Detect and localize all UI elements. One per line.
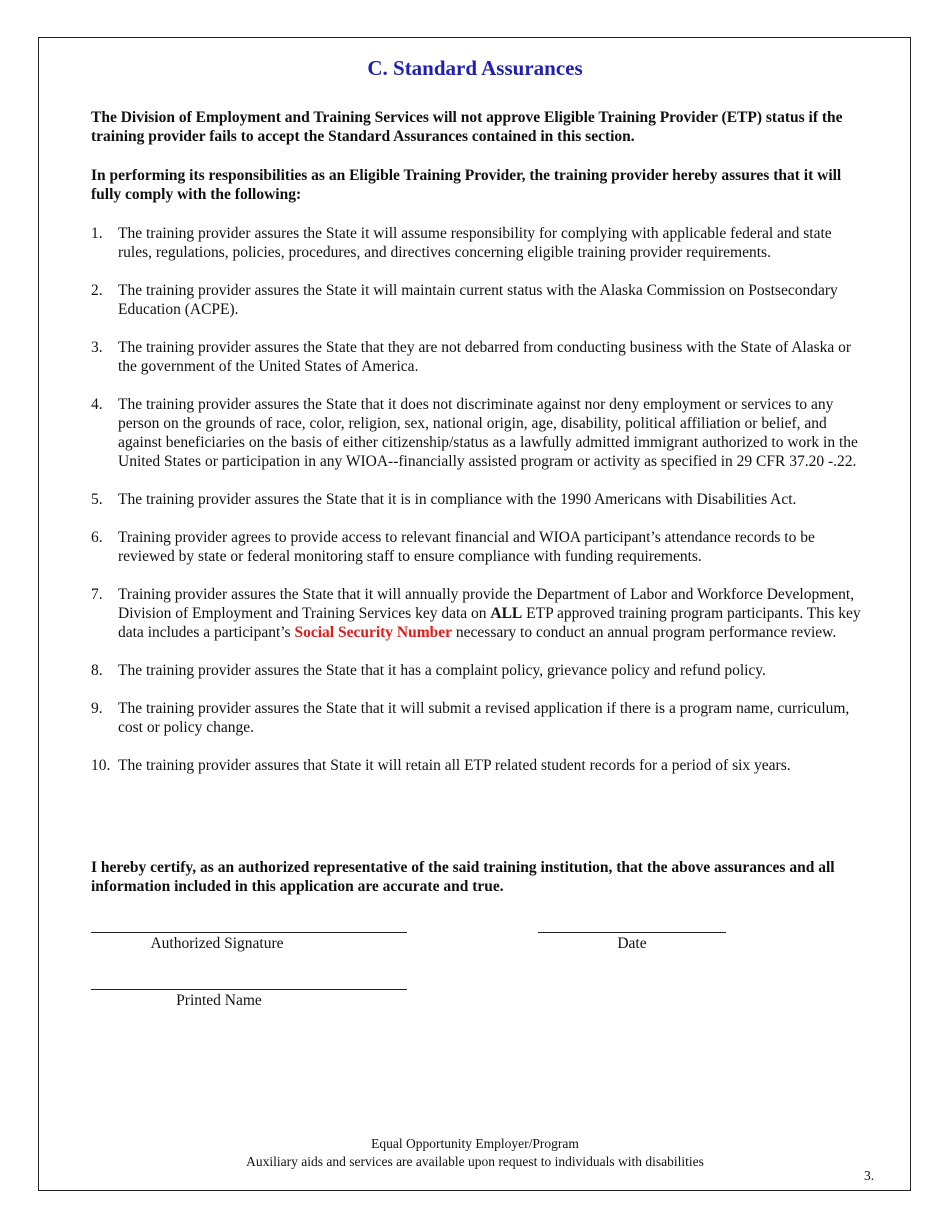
item-number: 1. <box>91 225 103 242</box>
list-item <box>91 338 861 376</box>
section-title: C. Standard Assurances <box>367 56 583 80</box>
item-text: The training provider assures the State that it has a complaint policy, grievance policy and refund policy. <box>118 662 766 679</box>
signature-line[interactable] <box>91 932 407 933</box>
item-number: 8. <box>91 662 103 679</box>
printed-name-label: Printed Name <box>176 992 262 1009</box>
footer-equal-opportunity: Equal Opportunity Employer/Program <box>371 1136 579 1151</box>
signature-label: Authorized Signature <box>150 935 284 952</box>
item-number: 9. <box>91 700 103 717</box>
date-label: Date <box>617 935 647 952</box>
list-item <box>91 224 861 262</box>
item-emphasis-all: ALL <box>490 605 523 622</box>
item-number: 2. <box>91 282 103 299</box>
date-line[interactable] <box>538 932 726 933</box>
item-text: Training provider assures the State that it will annually provide the Department of Labor and Workforce Development, Division of Employment and Training Services key data on <box>118 586 855 622</box>
printed-name-line[interactable] <box>91 989 407 990</box>
list-item <box>91 395 861 471</box>
intro-paragraph-compliance: In performing its responsibilities as an Eligible Training Provider, the training provider hereby assures that it will fully comply with the following: <box>91 167 842 203</box>
item-text: The training provider assures that State it will retain all ETP related student records for a period of six years. <box>118 757 791 774</box>
item-text: ETP approved training program participants. This key data includes a participant’s <box>118 605 861 641</box>
item-number: 3. <box>91 339 103 356</box>
page-number: 3. <box>864 1168 875 1183</box>
item-number: 7. <box>91 586 103 603</box>
list-item <box>91 699 861 737</box>
list-item <box>91 490 861 509</box>
item-number: 6. <box>91 529 103 546</box>
item-emphasis-ssn: Social Security Number <box>294 624 453 641</box>
assurances-list <box>91 224 861 794</box>
list-item <box>91 281 861 319</box>
footer-auxiliary-aids: Auxiliary aids and services are available upon request to individuals with disabilities <box>246 1154 704 1169</box>
item-text: The training provider assures the State that they are not debarred from conducting business with the State of Alaska or the government of the United States of America. <box>118 339 852 375</box>
list-item <box>91 528 861 566</box>
item-text: The training provider assures the State it will assume responsibility for complying with applicable federal and state rules, regulations, policies, procedures, and directives concerning eligible training provider requirements. <box>118 225 832 261</box>
intro-paragraph-eligibility: The Division of Employment and Training Services will not approve Eligible Training Provider (ETP) status if the training provider fails to accept the Standard Assurances contained in this section. <box>91 109 843 145</box>
item-text: The training provider assures the State it will maintain current status with the Alaska Commission on Postsecondary Education (ACPE). <box>118 282 838 318</box>
item-text: The training provider assures the State that it is in compliance with the 1990 Americans with Disabilities Act. <box>118 491 797 508</box>
item-number: 4. <box>91 396 103 413</box>
item-number: 5. <box>91 491 103 508</box>
item-text: Training provider agrees to provide access to relevant financial and WIOA participant’s attendance records to be reviewed by state or federal monitoring staff to ensure compliance with funding requirements. <box>118 529 815 565</box>
list-item <box>91 756 861 775</box>
item-text: The training provider assures the State that it does not discriminate against nor deny employment or services to any person on the grounds of race, color, religion, sex, national origin, age, disability, political affiliation or belief, and against beneficiaries on the basis of either citizenship/status as a lawfully admitted immigrant authorized to work in the United States or participation in any WIOA--financially assisted program or activity as specified in 29 CFR 37.20 -.22. <box>118 396 858 470</box>
item-number: 10. <box>91 757 111 774</box>
certification-statement: I hereby certify, as an authorized representative of the said training institution, that the above assurances and all information included in this application are accurate and true. <box>91 859 835 895</box>
item-text: necessary to conduct an annual program performance review. <box>452 624 837 641</box>
list-item <box>91 661 861 680</box>
item-text: The training provider assures the State that it will submit a revised application if there is a program name, curriculum, cost or policy change. <box>118 700 850 736</box>
list-item <box>91 585 861 642</box>
